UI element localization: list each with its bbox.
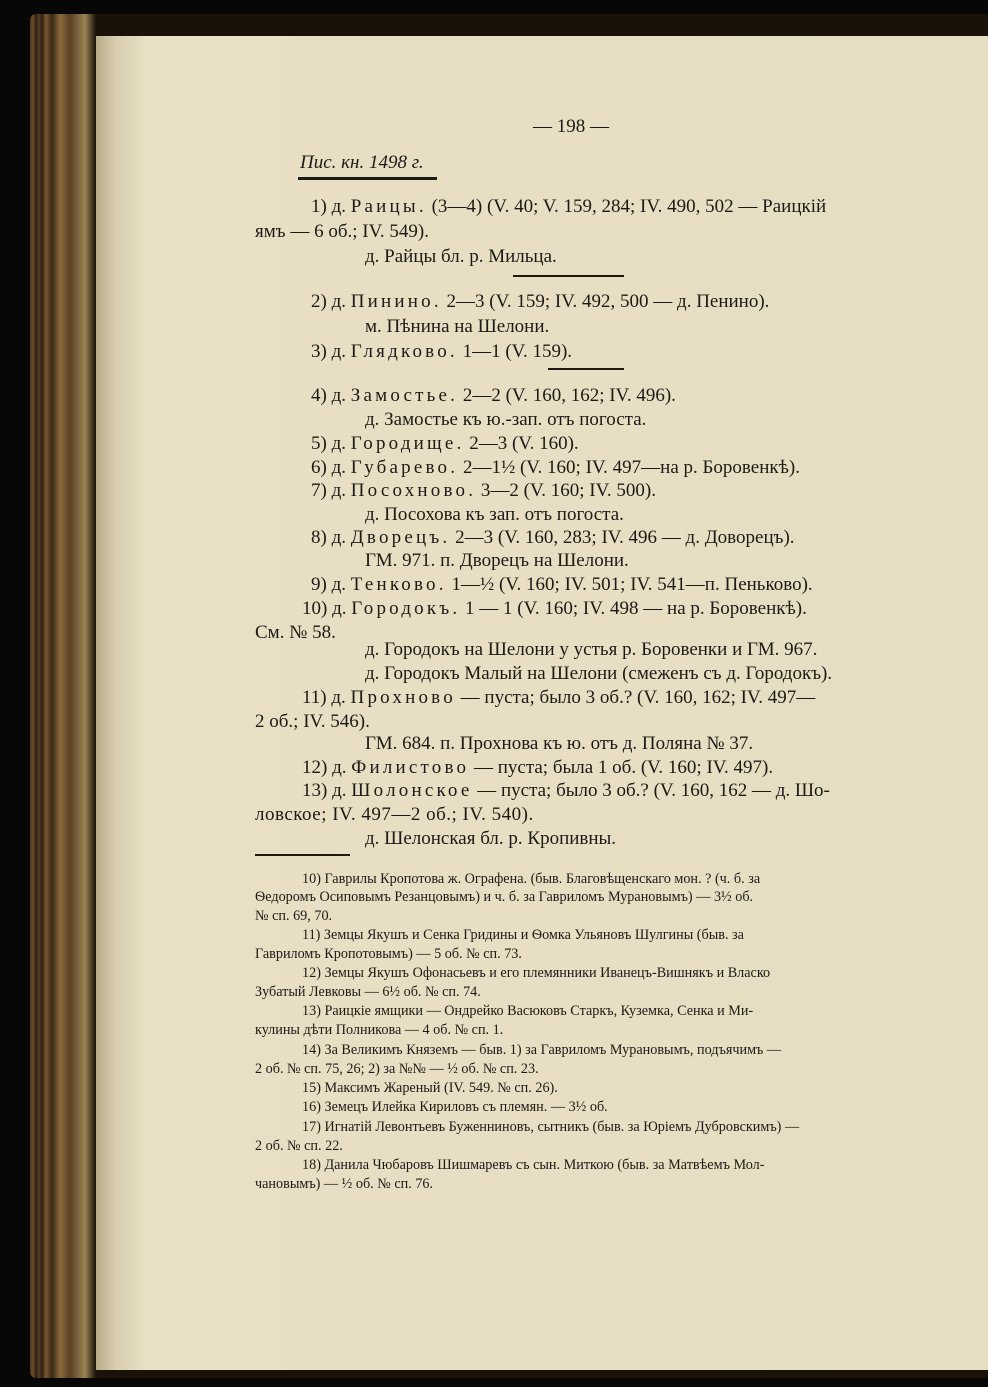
entry-3-line-1: 3) д. Глядково. 1—1 (V. 159). (311, 341, 573, 362)
entry-1-line-1: 1) д. Раицы. (3—4) (V. 40; V. 159, 284; IV. 490, 502 — Раицкій (311, 196, 827, 217)
page-number: — 198 — (533, 116, 609, 137)
separator-rule (548, 368, 624, 370)
footnote-line: 13) Раицкіе ямщики — Ондрейко Васюковъ Старкъ, Куземка, Сенка и Ми- (302, 1003, 754, 1019)
footnote-line: 14) За Великимъ Княземъ — быв. 1) за Гавриломъ Мурановымъ, подъячимъ — (302, 1042, 782, 1058)
entry-8-line-2: ГМ. 971. п. Дворецъ на Шелони. (365, 550, 629, 571)
entry-4-line-1: 4) д. Замостье. 2—2 (V. 160, 162; IV. 496). (311, 385, 676, 406)
footnote-line: кулины дѣти Полникова — 4 об. № сп. 1. (255, 1022, 504, 1038)
entry-4-line-2: д. Замостье къ ю.-зап. отъ погоста. (365, 409, 647, 430)
footnote-line: 11) Земцы Якушъ и Сенка Гридины и Ѳомка Ульяновъ Шулгины (быв. за (302, 927, 744, 943)
footnote-line: чановымъ) — ½ об. № сп. 76. (255, 1176, 434, 1192)
entry-9-line-1: 9) д. Тенково. 1—½ (V. 160; IV. 501; IV. 541—п. Пеньково). (311, 574, 813, 595)
footnote-rule (255, 854, 350, 856)
separator-rule (513, 275, 624, 277)
entry-11-line-3: ГМ. 684. п. Прохнова къ ю. отъ д. Поляна № 37. (365, 733, 754, 754)
entry-7-line-2: д. Посохова къ зап. отъ погоста. (365, 504, 624, 525)
entry-10-line-2: См. № 58. (255, 622, 336, 643)
entry-13-line-1: 13) д. Шолонское — пуста; было 3 об.? (V. 160, 162 — д. Шо- (302, 780, 830, 801)
entry-7-line-1: 7) д. Посохново. 3—2 (V. 160; IV. 500). (311, 480, 656, 501)
entry-8-line-1: 8) д. Дворецъ. 2—3 (V. 160, 283; IV. 496 — д. Доворецъ). (311, 527, 795, 548)
entry-2-line-1: 2) д. Пинино. 2—3 (V. 159; IV. 492, 500 — д. Пенино). (311, 291, 770, 312)
footnote-line: 16) Земецъ Илейка Кириловъ съ племян. — 3½ об. (302, 1099, 608, 1115)
footnote-line: Ѳедоромъ Осиповымъ Резанцовымъ) и ч. б. за Гавриломъ Мурановымъ) — 3½ об. (255, 889, 754, 905)
entry-1-line-3: д. Райцы бл. р. Мильца. (365, 246, 557, 267)
footnote-line: 18) Данила Чюбаровъ Шишмаревъ съ сын. Миткою (быв. за Матвѣемъ Мол- (302, 1157, 765, 1173)
entry-6-line-1: 6) д. Губарево. 2—1½ (V. 160; IV. 497—на р. Боровенкѣ). (311, 457, 801, 478)
entry-10-line-1: 10) д. Городокъ. 1 — 1 (V. 160; IV. 498 — на р. Боровенкѣ). (302, 598, 807, 619)
entry-11-line-2: 2 об.; IV. 546). (255, 711, 370, 732)
footnote-line: 10) Гаврилы Кропотова ж. Ографена. (быв. Благовѣщенскаго мон. ? (ч. б. за (302, 871, 761, 887)
entry-2-line-2: м. Пѣнина на Шелони. (365, 316, 550, 337)
entry-13-line-3: д. Шелонская бл. р. Кропивны. (365, 828, 617, 849)
entry-10-line-3: д. Городокъ на Шелони у устья р. Боровенки и ГМ. 967. (365, 639, 818, 660)
entry-10-line-4: д. Городокъ Малый на Шелони (смеженъ съ д. Городокъ). (365, 663, 833, 684)
footnote-line: 12) Земцы Якушъ Офонасьевъ и его племянники Иванецъ-Вишнякъ и Власко (302, 965, 771, 981)
footnote-line: № сп. 69, 70. (255, 908, 333, 924)
footnote-line: 17) Игнатій Левонтьевъ Буженниновъ, сытникъ (быв. за Юріемъ Дубровскимъ) — (302, 1119, 800, 1135)
entry-11-line-1: 11) д. Прохново — пуста; было 3 об.? (V. 160, 162; IV. 497— (302, 687, 816, 708)
running-head: Пис. кн. 1498 г. (300, 152, 424, 173)
footnote-line: 2 об. № сп. 75, 26; 2) за №№ — ½ об. № сп. 23. (255, 1061, 539, 1077)
footnote-line: 2 об. № сп. 22. (255, 1138, 343, 1154)
entry-5-line-1: 5) д. Городище. 2—3 (V. 160). (311, 433, 579, 454)
entry-13-line-2: ловское; IV. 497—2 об.; IV. 540). (255, 804, 534, 825)
footnote-line: Гавриломъ Кропотовымъ) — 5 об. № сп. 73. (255, 946, 522, 962)
entry-12-line-1: 12) д. Филистово — пуста; была 1 об. (V. 160; IV. 497). (302, 757, 774, 778)
footnote-line: 15) Максимъ Жареный (IV. 549. № сп. 26). (302, 1080, 558, 1096)
running-head-rule (298, 177, 437, 180)
footnote-line: Зубатый Левковы — 6½ об. № сп. 74. (255, 984, 481, 1000)
entry-1-line-2: ямъ — 6 об.; IV. 549). (255, 221, 429, 242)
